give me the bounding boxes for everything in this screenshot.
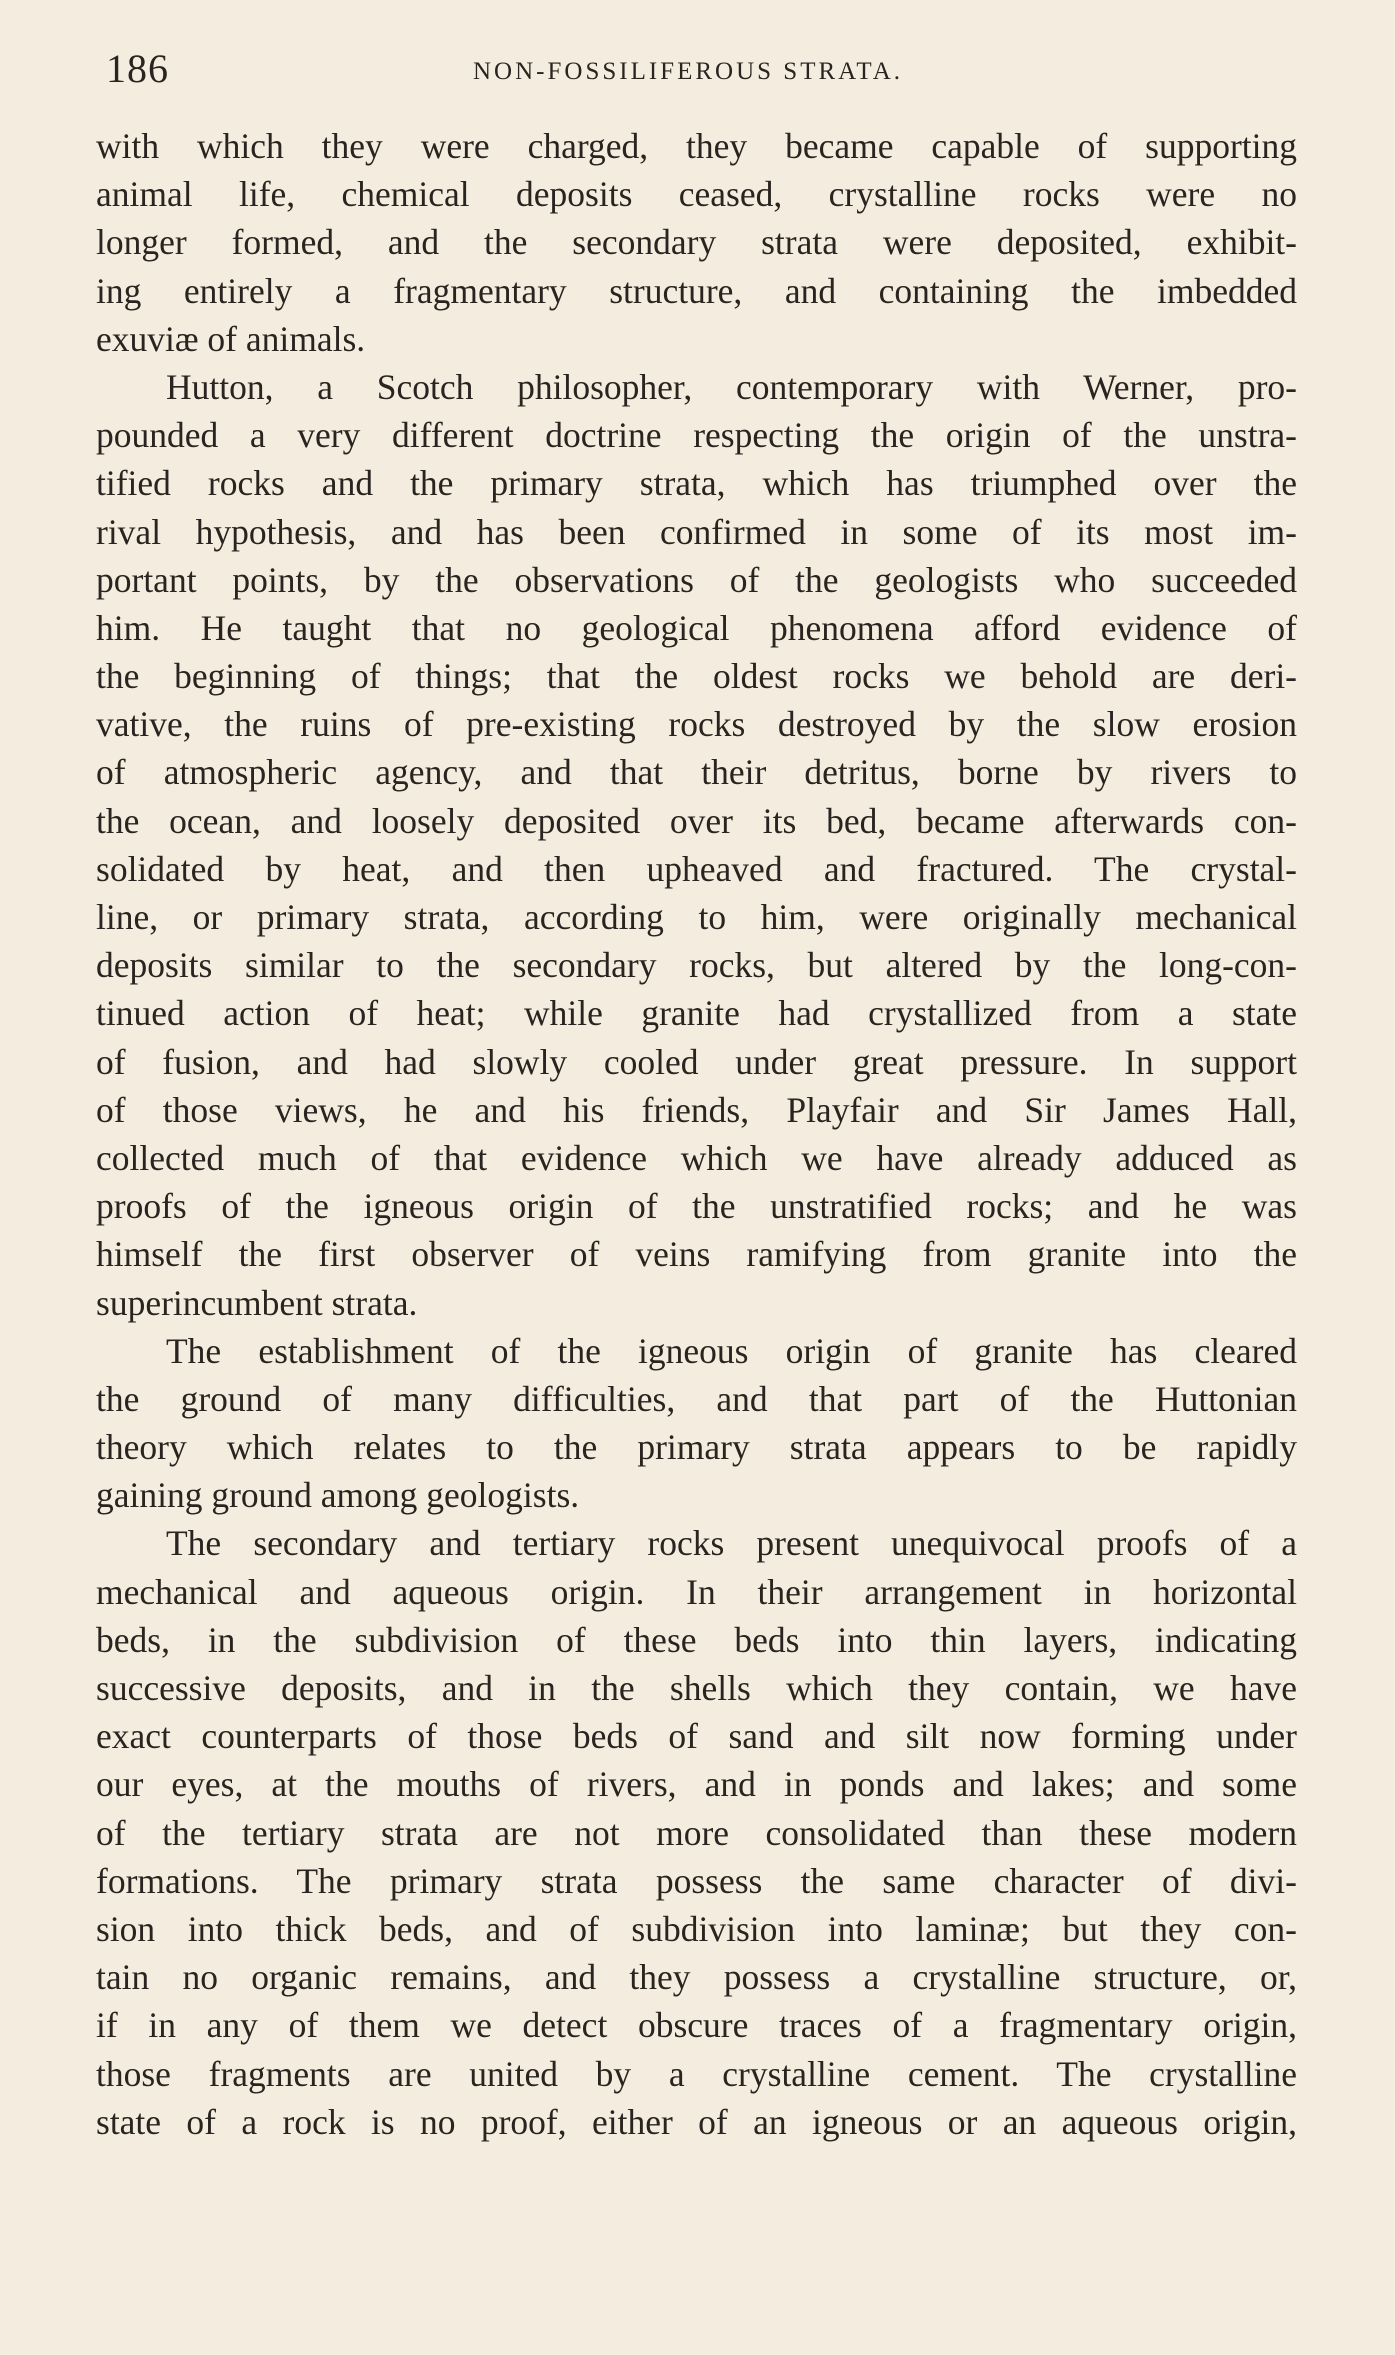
text-line: himself the first observer of veins ramifying from granite into the — [96, 1234, 1297, 1275]
text-line: exuviæ of animals. — [96, 318, 366, 359]
text-line: gaining ground among geologists. — [96, 1475, 580, 1516]
text-line: longer formed, and the secondary strata were deposited, exhibit- — [96, 222, 1297, 263]
text-line: solidated by heat, and then upheaved and fractured. The crystal- — [96, 848, 1297, 889]
running-head — [98, 40, 1308, 100]
text-line: successive deposits, and in the shells which they contain, we have — [96, 1668, 1297, 1708]
text-line: superincumbent strata. — [96, 1282, 418, 1323]
running-title: NON-FOSSILIFEROUS STRATA. — [473, 58, 903, 85]
text-line: the beginning of things; that the oldest rocks we behold are deri- — [96, 656, 1297, 697]
text-line: of atmospheric agency, and that their detritus, borne by rivers to — [96, 752, 1297, 793]
text-line: of fusion, and had slowly cooled under great pressure. In support — [96, 1041, 1297, 1082]
text-line: exact counterparts of those beds of sand and silt now forming under — [96, 1716, 1297, 1757]
text-line: him. He taught that no geological phenomena afford evidence of — [96, 607, 1297, 648]
text-line: our eyes, at the mouths of rivers, and in ponds and lakes; and some — [96, 1764, 1297, 1805]
paragraph-first-line: Hutton, a Scotch philosopher, contemporary with Werner, pro- — [166, 366, 1297, 407]
text-line: theory which relates to the primary strata appears to be rapidly — [96, 1427, 1297, 1468]
text-line: collected much of that evidence which we have already adduced as — [96, 1137, 1297, 1178]
text-line: vative, the ruins of pre-existing rocks destroyed by the slow erosion — [96, 704, 1297, 745]
text-line: tain no organic remains, and they possess a crystalline structure, or, — [96, 1957, 1297, 1998]
text-line: the ground of many difficulties, and that part of the Huttonian — [96, 1378, 1297, 1419]
text-line: state of a rock is no proof, either of an igneous or an aqueous origin, — [96, 2101, 1297, 2142]
text-line: with which they were charged, they became capable of supporting — [96, 126, 1297, 166]
text-line: the ocean, and loosely deposited over its bed, became afterwards con- — [96, 800, 1297, 841]
text-line: ing entirely a fragmentary structure, and containing the imbedded — [96, 270, 1297, 311]
text-line: formations. The primary strata possess the same character of divi- — [96, 1860, 1297, 1901]
paragraph-first-line: The establishment of the igneous origin of granite has cleared — [166, 1330, 1297, 1371]
page-number: 186 — [106, 46, 169, 91]
text-line: beds, in the subdivision of these beds into thin layers, indicating — [96, 1619, 1297, 1660]
text-line: proofs of the igneous origin of the unstratified rocks; and he was — [96, 1186, 1297, 1227]
text-line: animal life, chemical deposits ceased, crystalline rocks were no — [96, 174, 1297, 215]
text-line: tified rocks and the primary strata, which has triumphed over the — [96, 463, 1297, 504]
text-line: tinued action of heat; while granite had crystallized from a state — [96, 993, 1297, 1034]
text-line: if in any of them we detect obscure traces of a fragmentary origin, — [96, 2005, 1297, 2046]
body-text — [96, 122, 1297, 2146]
text-line: rival hypothesis, and has been confirmed in some of its most im- — [96, 511, 1297, 552]
text-line: portant points, by the observations of the geologists who succeeded — [96, 559, 1297, 600]
text-line: of those views, he and his friends, Playfair and Sir James Hall, — [96, 1089, 1297, 1130]
text-line: line, or primary strata, according to him, were originally mechanical — [96, 897, 1297, 937]
text-line: sion into thick beds, and of subdivision into laminæ; but they con- — [96, 1908, 1297, 1949]
text-line: mechanical and aqueous origin. In their arrangement in horizontal — [96, 1571, 1297, 1612]
text-line: those fragments are united by a crystalline cement. The crystalline — [96, 2053, 1297, 2094]
text-line: of the tertiary strata are not more consolidated than these modern — [96, 1812, 1297, 1853]
text-line: deposits similar to the secondary rocks, but altered by the long-con- — [96, 945, 1297, 986]
paragraph-first-line: The secondary and tertiary rocks present unequivocal proofs of a — [166, 1523, 1297, 1564]
text-line: pounded a very different doctrine respecting the origin of the unstra- — [96, 415, 1297, 456]
